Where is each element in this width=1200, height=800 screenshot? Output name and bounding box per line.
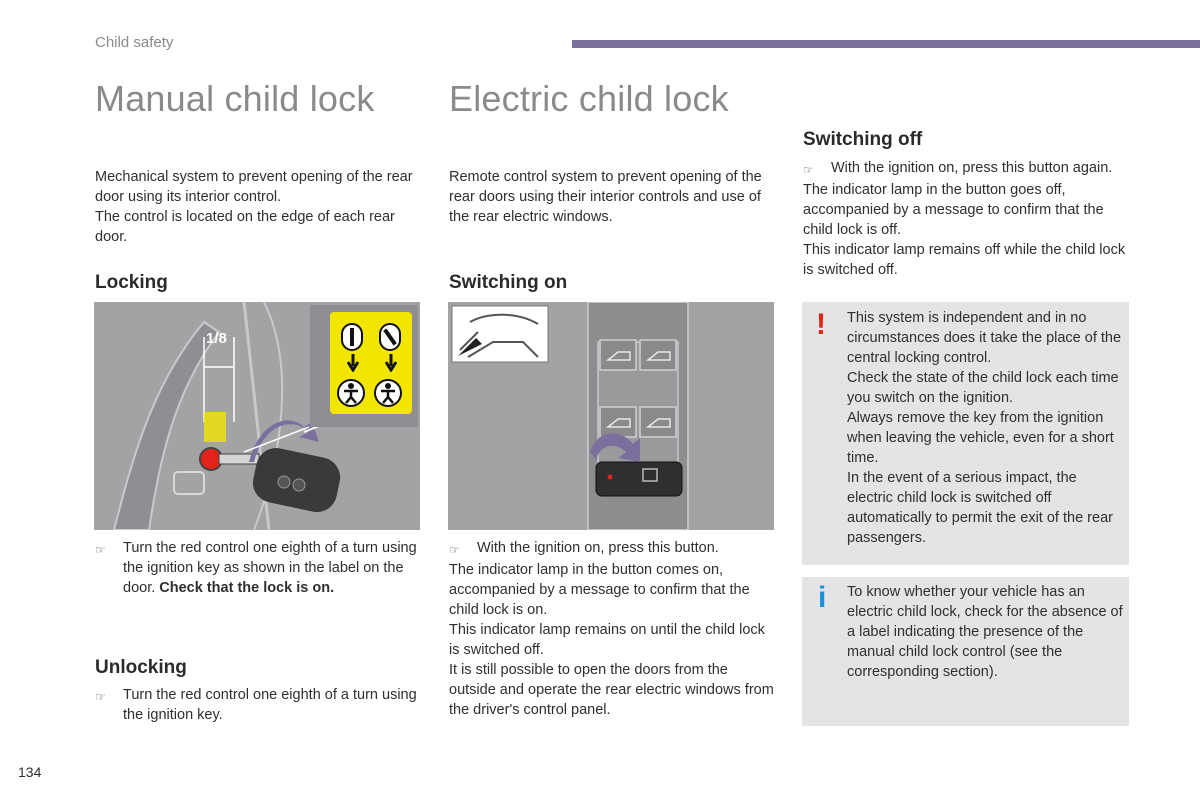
switching-on-follow-1: The indicator lamp in the button comes on, accompanied by a message to confirm that the child lock is on. — [449, 562, 750, 618]
warning-line-1: This system is independent and in no circumstances does it take the place of the central locking control. — [847, 310, 1122, 366]
manual-intro — [95, 167, 425, 247]
switching-off-bullet: With the ignition on, press this button again. — [831, 160, 1113, 176]
info-box — [802, 577, 1129, 726]
pointer-hand-icon: ☞ — [803, 163, 814, 177]
warning-line-3: Always remove the key from the ignition when leaving the vehicle, even for a short time. — [847, 410, 1114, 466]
warning-exclamation-icon: ! — [816, 308, 826, 341]
unlocking-heading: Unlocking — [95, 657, 187, 678]
info-text-body: To know whether your vehicle has an electric child lock, check for the absence of a label indicating the presence of the manual child lock control (see the corresponding section). — [847, 584, 1123, 680]
switching-on-follow-3: It is still possible to open the doors from the outside and operate the rear electric windows from the driver's control panel. — [449, 662, 774, 718]
switching-off-heading: Switching off — [803, 129, 923, 150]
locking-instruction — [95, 538, 425, 598]
manual-child-lock-title: Manual child lock — [95, 78, 375, 119]
lock-closed-icon — [340, 322, 364, 357]
switching-on-heading: Switching on — [449, 272, 568, 293]
warning-line-4: In the event of a serious impact, the electric child lock is switched off automatically to permit the exit of the rear passengers. — [847, 470, 1113, 546]
locking-instruction-text: Turn the red control one eighth of a turn using the ignition key as shown in the label on the door. — [123, 540, 417, 596]
page-number: 134 — [18, 764, 42, 780]
warning-box — [802, 302, 1129, 565]
manual-lock-figure — [94, 302, 420, 530]
switching-on-follow-2: This indicator lamp remains on until the child lock is switched off. — [449, 622, 765, 658]
switching-off-follow-2: This indicator lamp remains off while the child lock is switched off. — [803, 242, 1126, 278]
unlocking-instruction-text: Turn the red control one eighth of a turn using the ignition key. — [123, 687, 417, 723]
manual-intro-line-2: The control is located on the edge of each rear door. — [95, 209, 395, 245]
pointer-hand-icon: ☞ — [449, 543, 460, 557]
electric-intro-text: Remote control system to prevent opening of the rear doors using their interior controls and use of the rear electric windows. — [449, 169, 762, 225]
info-icon: i — [818, 581, 827, 614]
switching-off-follow-1: The indicator lamp in the button goes off, accompanied by a message to confirm that the child lock is off. — [803, 182, 1104, 238]
electric-lock-figure — [448, 302, 774, 530]
electric-child-lock-title: Electric child lock — [449, 78, 729, 119]
pointer-hand-icon: ☞ — [95, 690, 106, 704]
electric-intro — [449, 167, 769, 227]
lock-open-icon — [378, 322, 402, 357]
arrow-down-icon — [347, 354, 359, 377]
pointer-hand-icon: ☞ — [95, 543, 106, 557]
locking-heading: Locking — [95, 272, 168, 293]
manual-intro-line-1: Mechanical system to prevent opening of the rear door using its interior control. — [95, 169, 413, 205]
switching-off-instructions — [803, 158, 1129, 280]
section-label: Child safety — [95, 34, 174, 51]
eighth-turn-label: 1/8 — [206, 330, 227, 347]
header-accent-bar — [572, 40, 1200, 48]
warning-line-2: Check the state of the child lock each time you switch on the ignition. — [847, 370, 1119, 406]
switching-on-bullet: With the ignition on, press this button. — [477, 540, 719, 556]
window-switch-panel-illustration — [448, 302, 774, 530]
door-edge-illustration — [94, 302, 420, 530]
info-text — [847, 582, 1125, 682]
switching-on-instructions — [449, 538, 774, 720]
child-locked-icon — [336, 378, 366, 413]
unlocking-instruction — [95, 685, 425, 725]
child-unlocked-icon — [373, 378, 403, 413]
warning-text — [847, 308, 1125, 548]
locking-check-note: Check that the lock is on. — [159, 580, 335, 596]
arrow-down-icon — [385, 354, 397, 377]
